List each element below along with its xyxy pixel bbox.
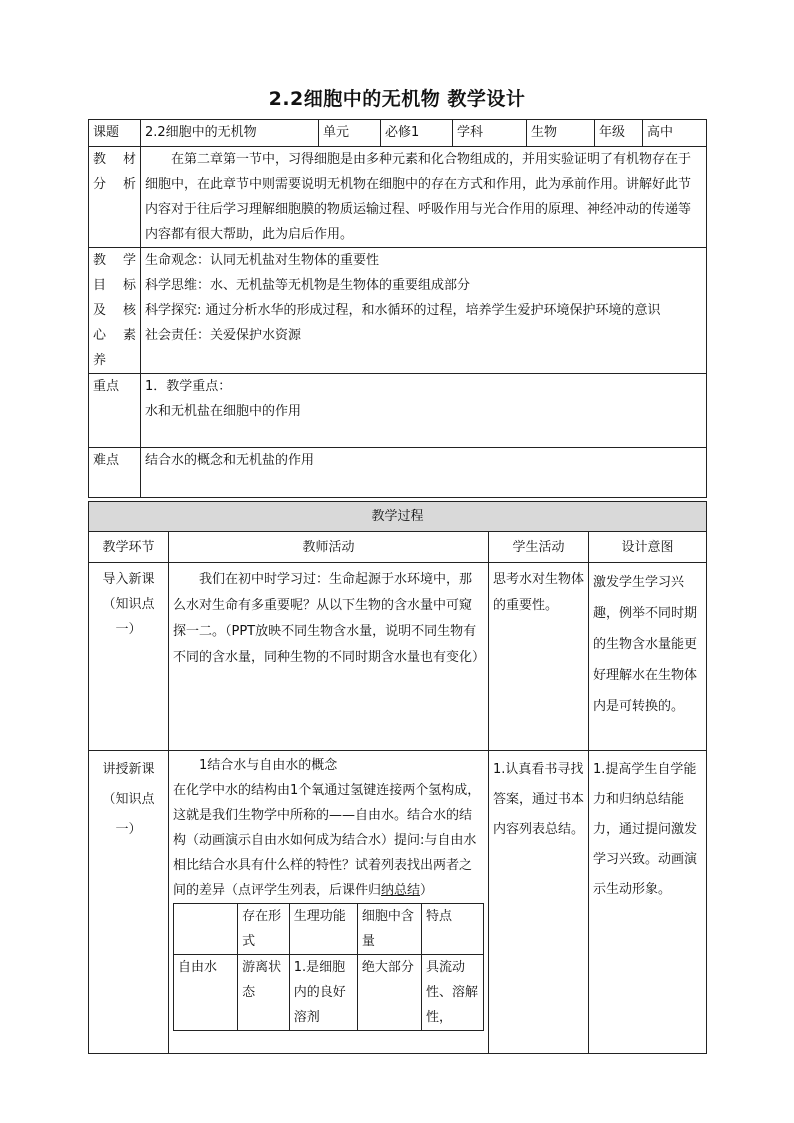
compare-cell: 绝大部分 <box>357 955 421 1031</box>
compare-header: 特点 <box>421 904 483 955</box>
lecture-intent: 1.提高学生自学能力和归纳总结能力，通过提问激发学习兴致。动画演示生动形象。 <box>589 751 707 1054</box>
literacy-item: 社会责任：关爱保护水资源 <box>145 328 302 343</box>
intro-stage: 导入新课 （知识点一） <box>89 563 169 751</box>
compare-header: 生理功能 <box>289 904 357 955</box>
intro-teacher: 我们在初中时学习过：生命起源于水环境中，那么水对生命有多重要呢？从以下生物的含水量中可窥探一二。（PPT放映不同生物含水量，说明不同生物有不同的含水量，同种生物的不同时期含水量也有变化） <box>169 563 489 751</box>
topic-value: 2.2细胞中的无机物 <box>141 120 319 147</box>
literacy-item: 科学思维：水、无机盐等无机物是生物体的重要组成部分 <box>145 278 471 293</box>
page-title: 2.2细胞中的无机物 教学设计 <box>268 88 526 110</box>
subject-value: 生物 <box>527 120 595 147</box>
compare-cell: 1.是细胞内的良好溶剂 <box>289 955 357 1031</box>
compare-header: 存在形式 <box>238 904 290 955</box>
literacy-label: 教 学 目 标 及 核 心 素 养 <box>89 248 141 374</box>
compare-header: 细胞中含量 <box>357 904 421 955</box>
lecture-stage: 讲授新课 （知识点一） <box>89 751 169 1054</box>
lecture-body <box>173 778 484 903</box>
lecture-body-close: ） <box>420 883 434 898</box>
grade-label: 年级 <box>595 120 643 147</box>
key-points-cell <box>141 374 707 448</box>
compare-cell: 自由水 <box>174 955 238 1031</box>
compare-cell: 具流动性、溶解性， <box>421 955 483 1031</box>
teaching-process-table <box>88 501 707 1054</box>
intro-student: 思考水对生物体的重要性。 <box>489 563 589 751</box>
analysis-text: 在第二章第一节中，习得细胞是由多种元素和化合物组成的，并用实验证明了有机物存在于细胞中，在此章节中则需要说明无机物在细胞中的存在方式和作用，此为承前作用。讲解好此节内容对于往后学习理解细胞膜的物质运输过程、呼吸作用与光合作用的原理、神经冲动的传递等内容都有很大帮助，此为启后作用。 <box>141 147 707 248</box>
literacy-list <box>141 248 707 374</box>
lecture-student: 1.认真看书寻找答案，通过书本内容列表总结。 <box>489 751 589 1054</box>
lesson-info-table <box>88 119 707 498</box>
column-stage: 教学环节 <box>89 532 169 563</box>
column-intent: 设计意图 <box>589 532 707 563</box>
process-header: 教学过程 <box>89 502 707 532</box>
comparison-table <box>173 903 484 1031</box>
unit-value: 必修1 <box>381 120 453 147</box>
lecture-heading: 1结合水与自由水的概念 <box>199 758 338 773</box>
compare-header <box>174 904 238 955</box>
key-points-label: 重点 <box>89 374 141 448</box>
key-points-heading: 1．教学重点： <box>145 379 232 394</box>
literacy-item: 科学探究: 通过分析水华的形成过程，和水循环的过程，培养学生爱护环境保护环境的意识 <box>145 303 661 318</box>
lecture-body-text: 在化学中水的结构由1个氧通过氢键连接两个氢构成，这就是我们生物学中所称的——自由水。结合水的结构（动画演示自由水如何成为结合水）提问:与自由水相比结合水具有什么样的特性？试着列表找出两者之间的差异（点评学生列表，后课件归 <box>173 783 481 898</box>
lecture-teacher <box>169 751 489 1054</box>
column-teacher: 教师活动 <box>169 532 489 563</box>
compare-cell: 游离状态 <box>238 955 290 1031</box>
difficulties-text: 结合水的概念和无机盐的作用 <box>141 448 707 498</box>
intro-intent: 激发学生学习兴趣，例举不同时期的生物含水量能更好理解水在生物体内是可转换的。 <box>589 563 707 751</box>
analysis-label: 教 材 分析 <box>89 147 141 248</box>
literacy-item: 生命观念：认同无机盐对生物体的重要性 <box>145 253 380 268</box>
lecture-body-tail: 纳总结 <box>381 883 421 898</box>
difficulties-label: 难点 <box>89 448 141 498</box>
key-points-text: 水和无机盐在细胞中的作用 <box>145 404 302 419</box>
column-student: 学生活动 <box>489 532 589 563</box>
grade-value: 高中 <box>643 120 707 147</box>
unit-label: 单元 <box>319 120 381 147</box>
topic-label: 课题 <box>89 120 141 147</box>
subject-label: 学科 <box>453 120 527 147</box>
